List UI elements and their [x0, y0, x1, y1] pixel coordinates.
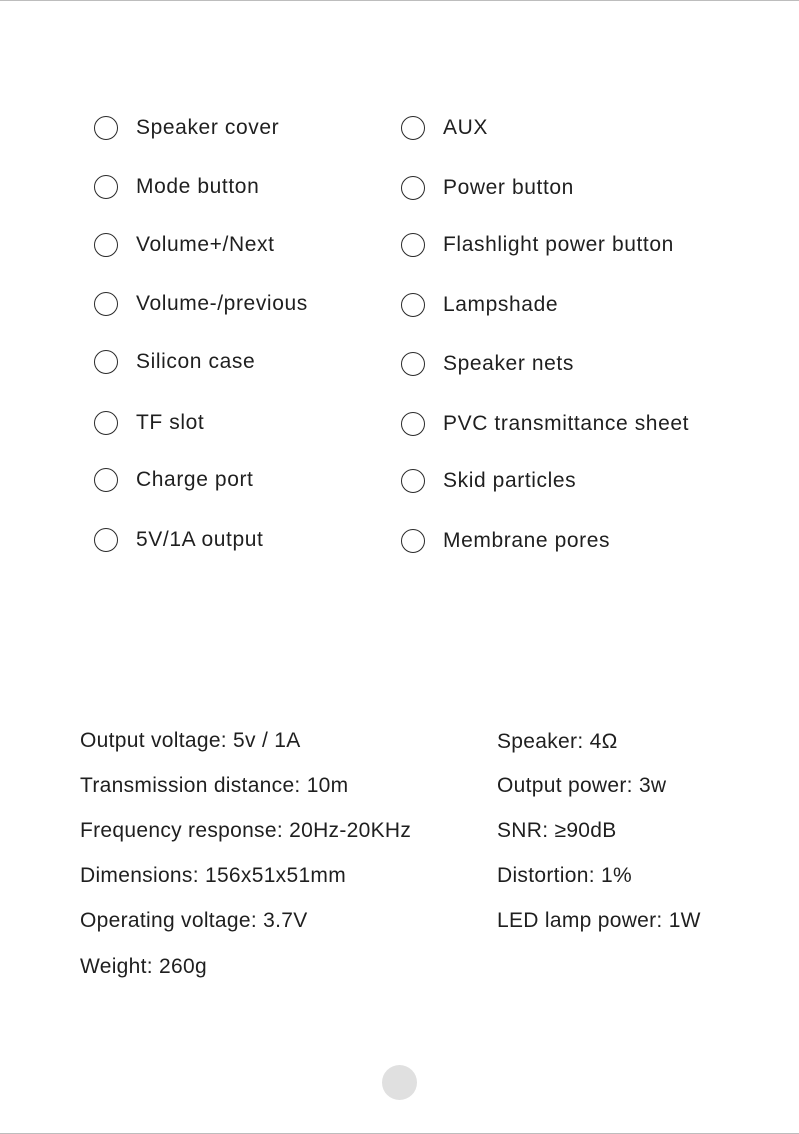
checkbox-circle-icon: [401, 352, 425, 376]
checkbox-circle-icon: [94, 411, 118, 435]
spec-output-power: Output power: 3w: [497, 774, 667, 797]
part-item: [94, 525, 263, 555]
part-item: [94, 289, 308, 319]
checkbox-circle-icon: [401, 469, 425, 493]
checkbox-circle-icon: [94, 116, 118, 140]
spec-weight: Weight: 260g: [80, 955, 207, 978]
part-item: [94, 113, 279, 143]
part-item: [401, 290, 558, 320]
checkbox-circle-icon: [401, 293, 425, 317]
part-label: TF slot: [136, 411, 205, 434]
part-label: Charge port: [136, 468, 254, 491]
spec-output-voltage: Output voltage: 5v / 1A: [80, 729, 301, 752]
part-label: Volume-/previous: [136, 292, 308, 315]
part-item: [401, 349, 574, 379]
part-item: [94, 172, 259, 202]
part-label: Power button: [443, 176, 574, 199]
spec-operating-voltage: Operating voltage: 3.7V: [80, 909, 308, 932]
part-item: [94, 347, 255, 377]
checkbox-circle-icon: [94, 528, 118, 552]
part-item: [401, 466, 576, 496]
part-label: AUX: [443, 116, 488, 139]
spec-snr: SNR: ≥90dB: [497, 819, 617, 842]
part-label: Silicon case: [136, 350, 256, 373]
checkbox-circle-icon: [94, 233, 118, 257]
part-label: PVC transmittance sheet: [443, 412, 690, 435]
spec-speaker: Speaker: 4Ω: [497, 730, 618, 753]
part-label: Flashlight power button: [443, 233, 674, 256]
checkbox-circle-icon: [94, 468, 118, 492]
checkbox-circle-icon: [401, 529, 425, 553]
part-item: [94, 408, 204, 438]
part-label: Skid particles: [443, 469, 577, 492]
checkbox-circle-icon: [94, 292, 118, 316]
part-item: [94, 230, 275, 260]
part-label: Lampshade: [443, 293, 559, 316]
part-item: [401, 230, 674, 260]
spec-transmission-distance: Transmission distance: 10m: [80, 774, 349, 797]
part-label: 5V/1A output: [136, 528, 264, 551]
part-label: Speaker cover: [136, 116, 280, 139]
part-item: [401, 173, 574, 203]
checkbox-circle-icon: [401, 233, 425, 257]
checkbox-circle-icon: [401, 176, 425, 200]
part-label: Volume+/Next: [136, 233, 275, 256]
spec-distortion: Distortion: 1%: [497, 864, 632, 887]
spec-led-lamp-power: LED lamp power: 1W: [497, 909, 701, 932]
part-item: [94, 465, 254, 495]
spec-dimensions: Dimensions: 156x51x51mm: [80, 864, 347, 887]
part-item: [401, 526, 610, 556]
checkbox-circle-icon: [94, 350, 118, 374]
part-label: Membrane pores: [443, 529, 611, 552]
page-indicator-dot: [382, 1065, 417, 1100]
checkbox-circle-icon: [94, 175, 118, 199]
part-label: Speaker nets: [443, 352, 574, 375]
checkbox-circle-icon: [401, 412, 425, 436]
part-item: [401, 409, 689, 439]
checkbox-circle-icon: [401, 116, 425, 140]
part-item: [401, 113, 488, 143]
part-label: Mode button: [136, 175, 260, 198]
spec-frequency-response: Frequency response: 20Hz-20KHz: [80, 819, 412, 842]
